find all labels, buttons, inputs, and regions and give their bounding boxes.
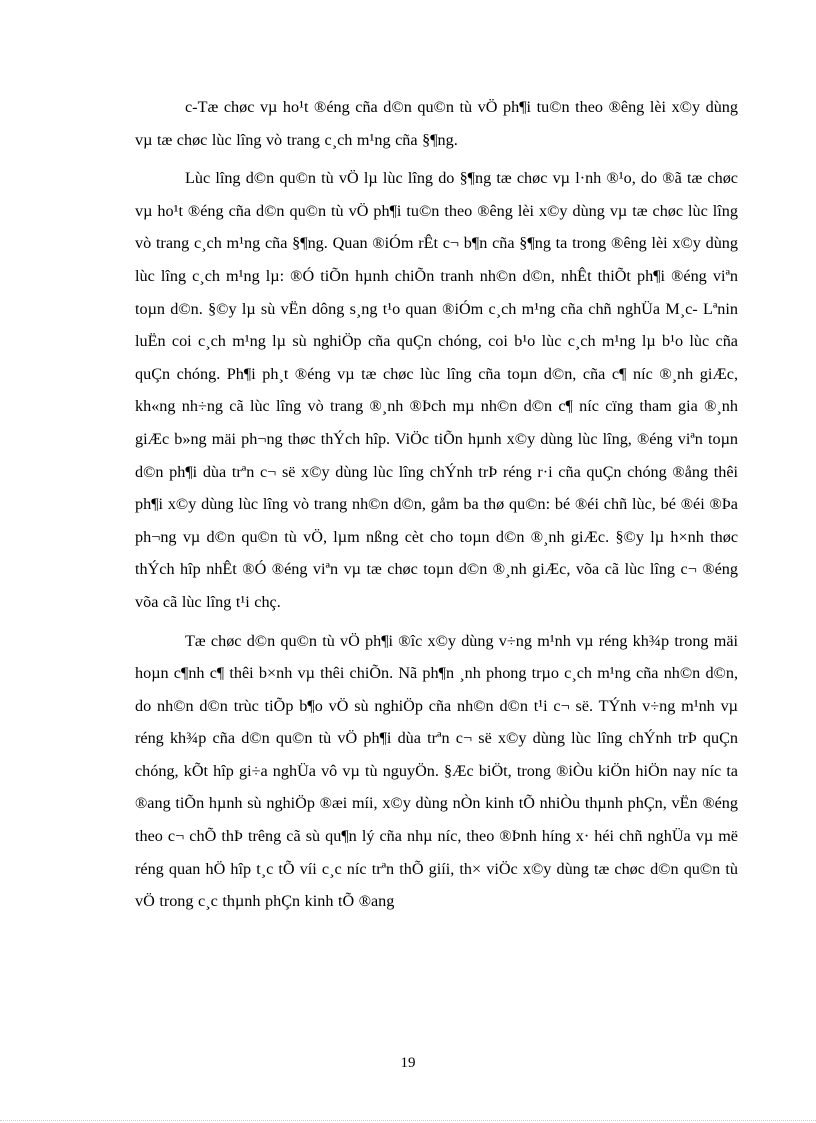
paragraph-1: c-Tæ chøc vµ ho¹t ®éng cña d©n qu©n tù vÖ ph¶i tu©n theo ®êng lèi x©y dùng vµ tæ chøc lùc lîng vò trang c¸ch m¹ng cña §¶ng. <box>135 98 738 149</box>
paragraph-3: Tæ chøc d©n qu©n tù vÖ ph¶i ®îc x©y dùng v÷ng m¹nh vµ réng kh¾p trong mäi hoµn c¶nh c¶ thêi b×nh vµ thêi chiÕn. Nã ph¶n ¸nh phong trµo c¸ch m¹ng cña nh©n d©n, do nh©n d©n trùc tiÕp b¶o vÖ sù nghiÖp cña nh©n d©n t¹i c¬ së. TÝnh v÷ng m¹nh vµ réng kh¾p cña d©n qu©n tù vÖ ph¶i dùa trªn c¬ së x©y dùng lùc lîng chÝnh trÞ quÇn chóng, kÕt hîp gi÷a nghÜa vô vµ tù nguyÖn. §Æc biÖt, trong ®iÒu kiÖn hiÖn nay níc ta ®ang tiÕn hµnh sù nghiÖp ®æi míi, x©y dùng nÒn kinh tÕ nhiÒu thµnh phÇn, vËn ®éng theo c¬ chÕ thÞ trêng cã sù qu¶n lý cña nhµ níc, theo ®Þnh híng x· héi chñ nghÜa vµ më réng quan hÖ hîp t¸c tÕ víi c¸c níc trªn thÕ giíi, th× viÖc x©y dùng tæ chøc d©n qu©n tù vÖ trong c¸c thµnh phÇn kinh tÕ ®ang <box>135 631 738 911</box>
page-number: 19 <box>400 1055 416 1071</box>
body-text <box>135 91 738 918</box>
paragraph-2: Lùc lîng d©n qu©n tù vÖ lµ lùc lîng do §¶ng tæ chøc vµ l·nh ®¹o, do ®ã tæ chøc vµ ho¹t ®éng cña d©n qu©n tù vÖ ph¶i tu©n theo ®êng lèi x©y dùng vµ tæ chøc lùc lîng vò trang c¸ch m¹ng cña §¶ng. Quan ®iÓm rÊt c¬ b¶n cña §¶ng ta trong ®êng lèi x©y dùng lùc lîng c¸ch m¹ng lµ: ®Ó tiÕn hµnh chiÕn tranh nh©n d©n, nhÊt thiÕt ph¶i ®éng viªn toµn d©n. §©y lµ sù vËn dông s¸ng t¹o quan ®iÓm c¸ch m¹ng cña chñ nghÜa M¸c- Lªnin luËn coi c¸ch m¹ng lµ sù nghiÖp cña quÇn chóng, coi b¹o lùc c¸ch m¹ng lµ b¹o lùc cña quÇn chóng. Ph¶i ph¸t ®éng vµ tæ chøc lùc lîng cña toµn d©n, cña c¶ níc ®¸nh giÆc, kh«ng nh÷ng cã lùc lîng vò trang ®¸nh ®Þch mµ nh©n d©n c¶ níc cïng tham gia ®¸nh giÆc b»ng mäi ph¬ng thøc thÝch hîp. ViÖc tiÕn hµnh x©y dùng lùc lîng, ®éng viªn toµn d©n ph¶i dùa trªn c¬ së x©y dùng lùc lîng chÝnh trÞ réng r·i cña quÇn chóng ®ång thêi ph¶i x©y dùng lùc lîng vò trang nh©n d©n, gåm ba thø qu©n: bé ®éi chñ lùc, bé ®éi ®Þa ph¬ng vµ d©n qu©n tù vÖ, lµm nßng cèt cho toµn d©n ®¸nh giÆc. §©y lµ h×nh thøc thÝch hîp nhÊt ®Ó ®éng viªn vµ tæ chøc toµn d©n ®¸nh giÆc, võa cã lùc lîng c¬ ®éng võa cã lùc lîng t¹i chç. <box>135 169 738 611</box>
page-bottom-edge <box>0 1120 816 1121</box>
